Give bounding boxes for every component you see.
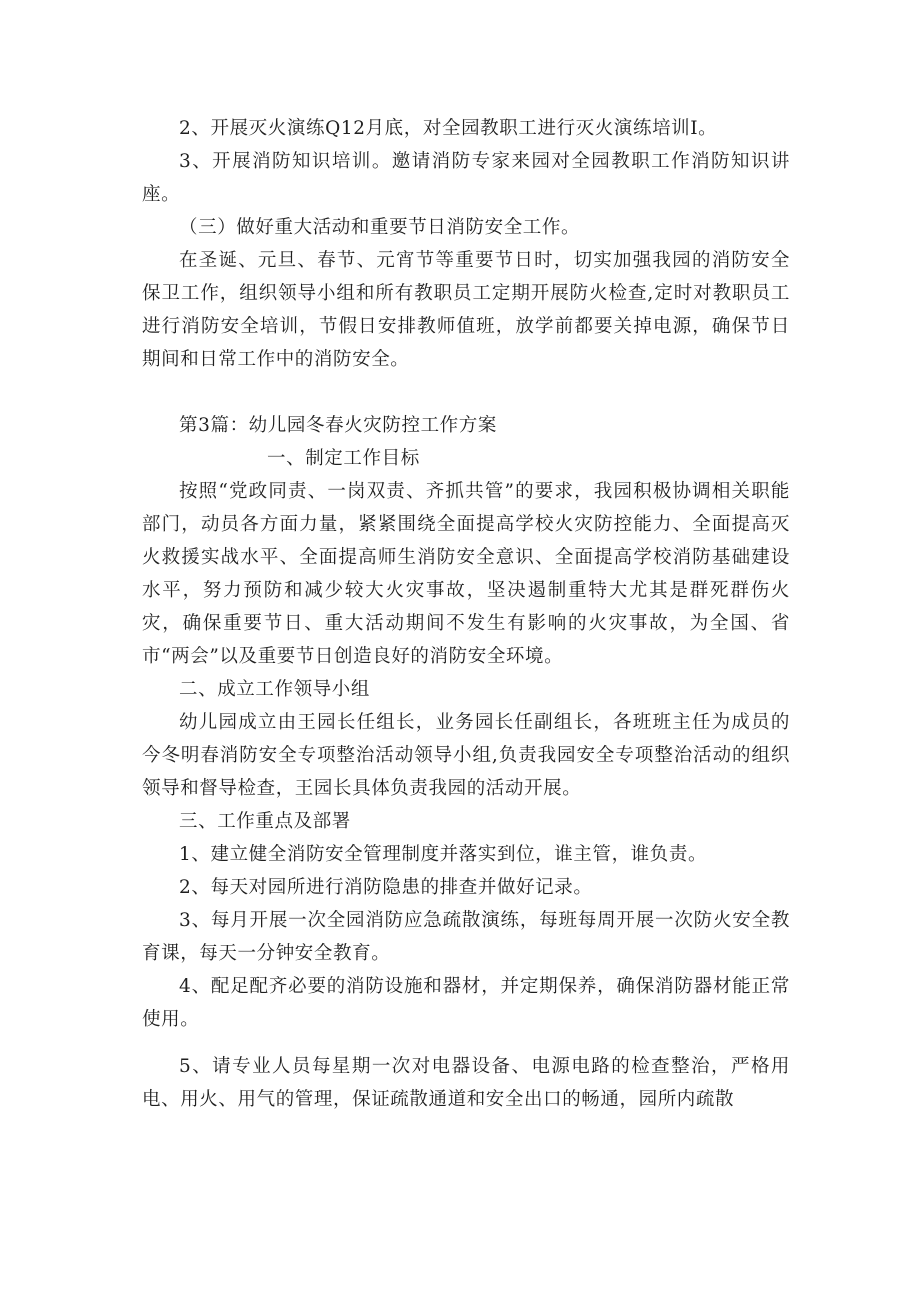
list-item-1: 1、建立健全消防安全管理制度并落实到位，谁主管，谁负责。 <box>179 844 708 865</box>
list-item-3: 3、每月开展一次全园消防应急疏散演练，每班每周开展一次防火安全教育课，每天一分钟安全教育。 <box>142 910 790 964</box>
paragraph-training: 3、开展消防知识培训。邀请消防专家来园对全园教职工作消防知识讲座。 <box>142 151 790 205</box>
paragraph-drill: 2、开展灭火演练Q12月底，对全园教职工进行灭火演练培训I。 <box>179 118 718 139</box>
list-item-5: 5、请专业人员每星期一次对电器设备、电源电路的检查整治，严格用电、用火、用气的管理，保证疏散通道和安全出口的畅通，园所内疏散 <box>142 1056 790 1110</box>
section-heading-goals: 一、制定工作目标 <box>267 448 420 469</box>
paragraph-holidays: 在圣诞、元旦、春节、元宵节等重要节日时，切实加强我园的消防安全保卫工作，组织领导小组和所有教职员工定期开展防火检查,定时对教职员工进行消防安全培训，节假日安排教师值班，放学前都要关掉电源，确保节日期间和日常工作中的消防安全。 <box>142 250 790 370</box>
section-heading-deployment: 三、工作重点及部署 <box>179 811 351 832</box>
section-heading-leadership: 二、成立工作领导小组 <box>179 679 371 700</box>
list-item-2: 2、每天对园所进行消防隐患的排查并做好记录。 <box>179 877 593 898</box>
section-heading-holidays: （三）做好重大活动和重要节日消防安全工作。 <box>179 217 581 238</box>
spacer <box>142 1036 790 1050</box>
paragraph-goals: 按照“党政同责、一岗双责、齐抓共管”的要求，我园积极协调相关职能部门，动员各方面力量，紧紧围绕全面提高学校火灾防控能力、全面提高灭火救援实战水平、全面提高师生消防安全意识、全面提高学校消防基础建设水平，努力预防和减少较大火灾事故，坚决遏制重特大尤其是群死群伤火灾，确保重要节日、重大活动期间不发生有影响的火灾事故，为全国、省市“两会”以及重要节日创造良好的消防安全环境。 <box>142 481 790 667</box>
list-item-4: 4、配足配齐必要的消防设施和器材，并定期保养，确保消防器材能正常使用。 <box>142 976 790 1030</box>
document-body <box>142 112 790 1116</box>
article-title: 第3篇：幼儿园冬春火灾防控工作方案 <box>179 415 497 436</box>
spacer <box>142 376 790 409</box>
paragraph-leadership: 幼儿园成立由王园长任组长，业务园长任副组长，各班班主任为成员的今冬明春消防安全专项整治活动领导小组,负责我园安全专项整治活动的组织领导和督导检查，王园长具体负责我园的活动开展。 <box>142 712 790 799</box>
